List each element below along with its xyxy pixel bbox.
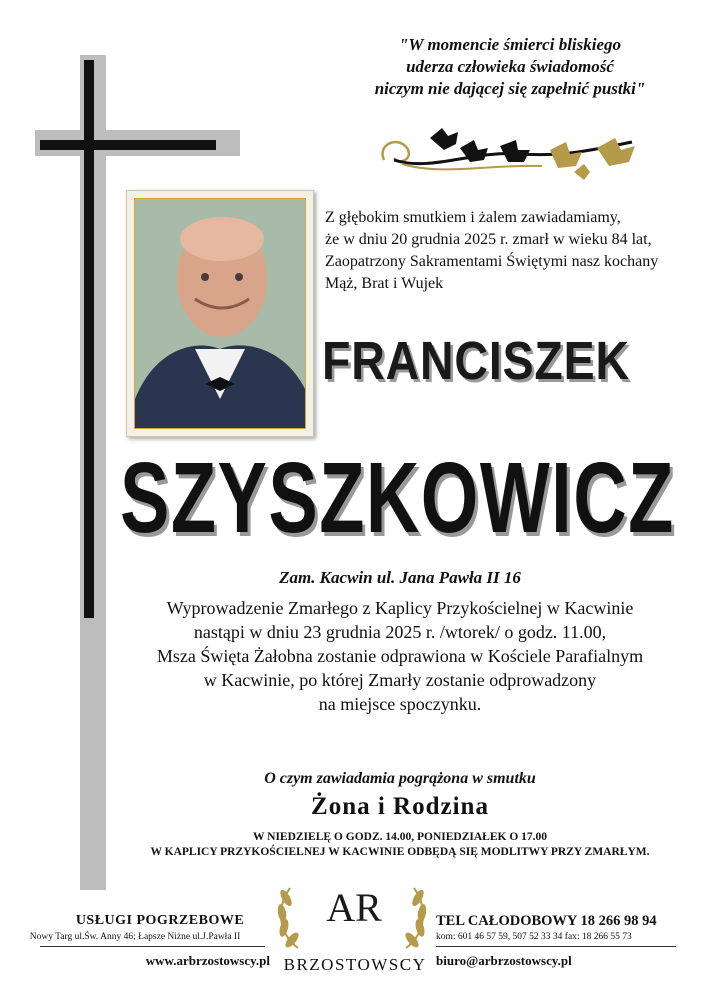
portrait-photo: [126, 190, 314, 437]
prayer-line-2: W KAPLICY PRZYKOŚCIELNEJ W KACWINIE ODBĘDĄ SIĘ MODLITWY PRZY ZMARŁYM.: [150, 846, 650, 858]
deceased-address: Zam. Kacwin ul. Jana Pawła II 16: [279, 568, 521, 587]
cross-horizontal: [40, 140, 216, 150]
quote-line-2: uderza człowieka świadomość: [406, 57, 614, 76]
deceased-first-name: FRANCISZEK: [322, 331, 630, 391]
mobile-fax-numbers: kom: 601 46 57 59, 507 52 33 34 fax: 18 266 55 73: [436, 932, 632, 942]
mourners-names: Żona i Rodzina: [311, 793, 489, 820]
mourners-intro: O czym zawiadamia pogrążona w smutku: [264, 770, 536, 787]
footer-divider-left: [40, 946, 265, 947]
logo-monogram: AR: [326, 885, 382, 930]
email-link[interactable]: biuro@arbrzostowscy.pl: [436, 953, 572, 968]
portrait-icon: [135, 199, 305, 428]
funeral-line-5: na miejsce spoczynku.: [318, 694, 482, 714]
quote-line-3: niczym nie dającej się zapełnić pustki": [374, 79, 646, 98]
intro-line-1: Z głębokim smutkiem i żalem zawiadamiamy,: [325, 209, 621, 226]
quote-line-1: "W momencie śmierci bliskiego: [398, 35, 622, 54]
memorial-quote: [330, 34, 690, 100]
intro-line-3: Zaopatrzony Sakramentami Świętymi nasz kochany: [325, 253, 659, 270]
logo-company-name: BRZOSTOWSCY: [283, 955, 427, 974]
announcement-intro: [325, 207, 685, 295]
phone-24h: TEL CAŁODOBOWY 18 266 98 94: [436, 913, 657, 929]
intro-line-4: Mąż, Brat i Wujek: [325, 275, 444, 292]
funeral-line-3: Msza Święta Żałobna zostanie odprawiona w Kościele Parafialnym: [156, 646, 644, 666]
website-link[interactable]: www.arbrzostowscy.pl: [145, 953, 270, 968]
funeral-line-4: w Kacwinie, po której Zmarły zostanie odprowadzony: [203, 670, 597, 690]
funeral-line-1: Wyprowadzenie Zmarłego z Kaplicy Przykościelnej w Kacwinie: [166, 598, 634, 618]
funeral-service-address: Nowy Targ ul.Św. Anny 46; Łapsze Niżne ul.J.Pawła II: [29, 932, 241, 942]
prayer-schedule: [110, 830, 690, 860]
footer-divider-right: [436, 946, 676, 947]
vine-ornament-icon: [372, 120, 657, 192]
funeral-details: [115, 596, 685, 716]
funeral-line-2: nastąpi w dniu 23 grudnia 2025 r. /wtorek/ o godz. 11.00,: [193, 622, 607, 642]
funeral-service-title: USŁUGI POGRZEBOWE: [75, 913, 245, 928]
deceased-last-name: SZYSZKOWICZ: [120, 442, 675, 554]
portrait-image: [134, 198, 306, 429]
intro-line-2: że w dniu 20 grudnia 2025 r. zmarł w wieku 84 lat,: [325, 231, 652, 248]
prayer-line-1: W NIEDZIELĘ O GODZ. 14.00, PONIEDZIAŁEK O 17.00: [252, 831, 548, 843]
